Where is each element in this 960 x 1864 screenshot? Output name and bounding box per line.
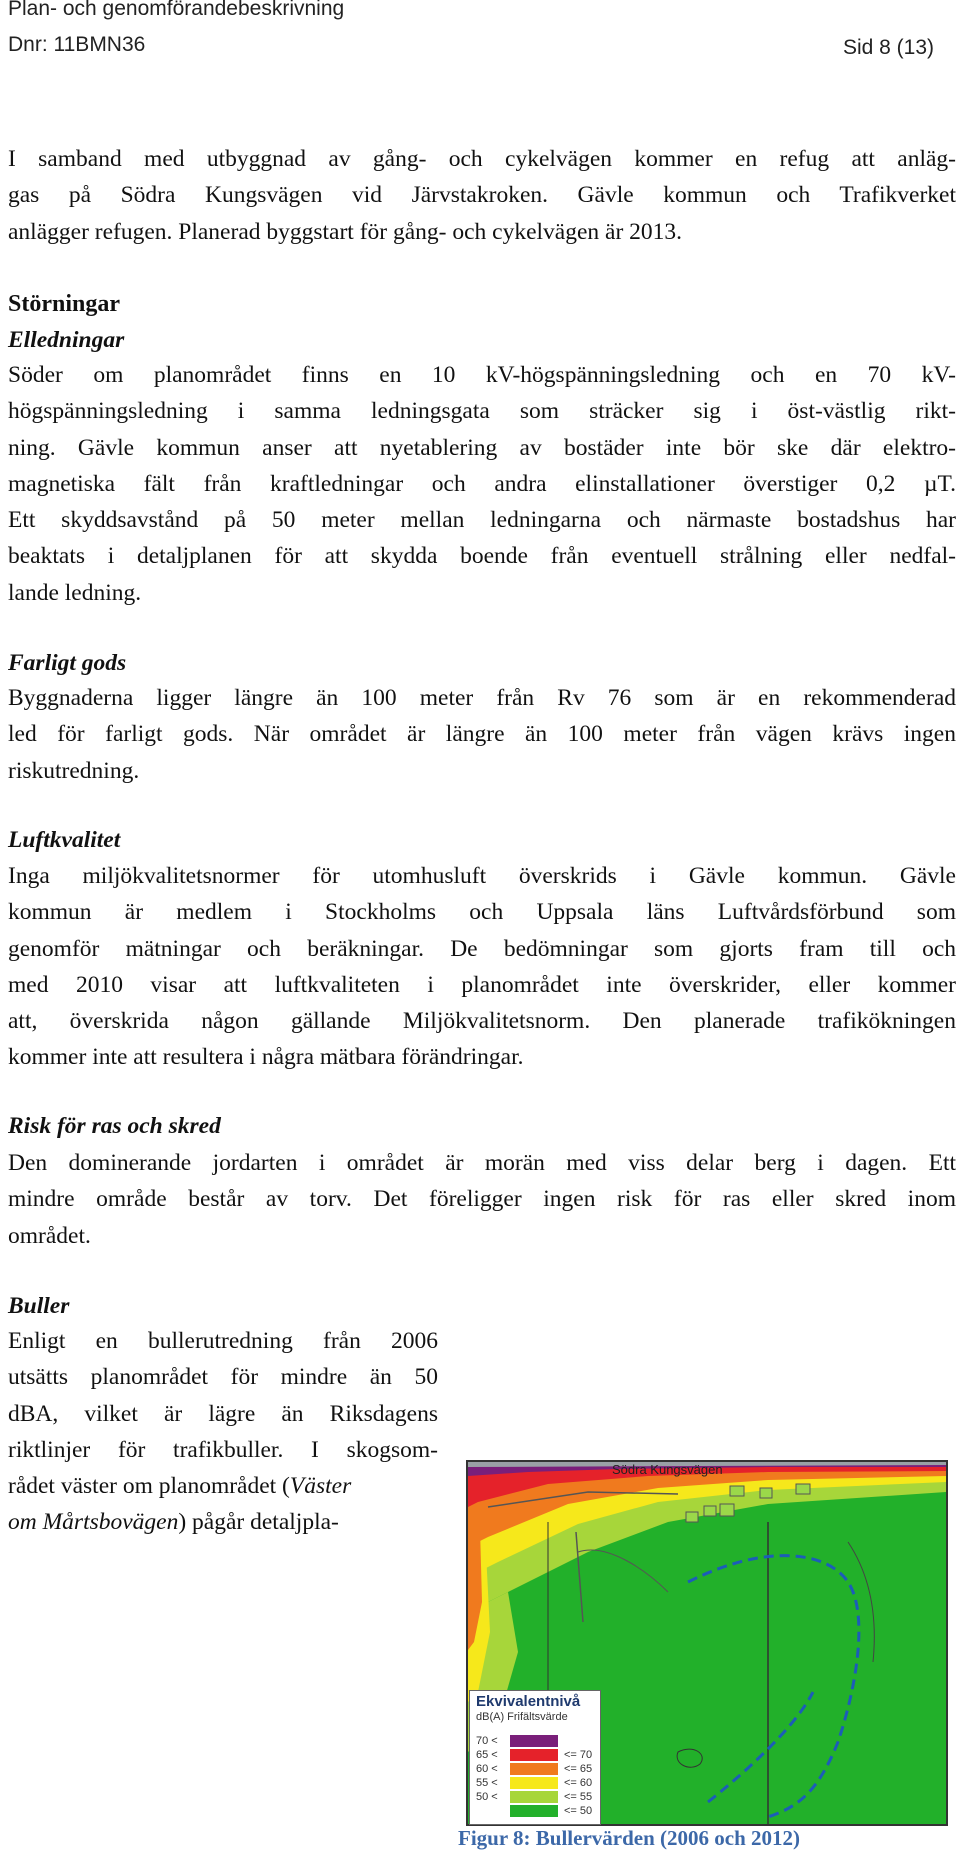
- legend-swatch: [510, 1749, 558, 1761]
- text-line: Söder om planområdet finns en 10 kV-högspänningsledning och en 70 kV-: [8, 362, 956, 388]
- text-line: kommer inte att resultera i några mätbara förändringar.: [8, 1044, 524, 1071]
- text-line: riskutredning.: [8, 757, 140, 784]
- ras-paragraph: [8, 1145, 956, 1254]
- text-line: dBA, vilket är lägre än Riksdagens: [8, 1400, 438, 1427]
- text-line: området.: [8, 1222, 91, 1249]
- legend-upper-bound: <= 65: [564, 1763, 593, 1775]
- subheading-ras-och-skred: Risk för ras och skred: [8, 1113, 221, 1139]
- farligt-gods-paragraph: [8, 680, 956, 789]
- text-line: led för farligt gods. När området är längre än 100 meter från vägen krävs ingen: [8, 721, 956, 748]
- legend-title: Ekvivalentnivå: [476, 1693, 581, 1710]
- legend-swatch: [510, 1805, 558, 1817]
- text-line: rådet väster om planområdet (Väster: [8, 1473, 352, 1500]
- page-number: Sid 8 (13): [842, 36, 934, 59]
- text-line: Enligt en bullerutredning från 2006: [8, 1328, 438, 1354]
- text-line: om Mårtsbovägen) pågår detaljpla-: [8, 1509, 339, 1536]
- intro-paragraph: [8, 141, 956, 250]
- text-line: lande ledning.: [8, 579, 142, 606]
- text-line: Inga miljökvalitetsnormer för utomhusluft överskrids i Gävle kommun. Gävle: [8, 863, 956, 889]
- buller-paragraph: [8, 1323, 438, 1541]
- subheading-elledningar: Elledningar: [8, 327, 125, 353]
- text-line: Ett skyddsavstånd på 50 meter mellan ledningarna och närmaste bostadshus har: [8, 507, 956, 534]
- section-heading-storningar: Störningar: [8, 291, 121, 317]
- figure-caption: Figur 8: Bullervärden (2006 och 2012): [458, 1826, 801, 1850]
- text-line: anlägger refugen. Planerad byggstart för gång- och cykelvägen är 2013.: [8, 218, 683, 245]
- text-line: högspänningsledning i samma ledningsgata som sträcker sig i öst-västlig rikt-: [8, 398, 956, 425]
- text-line: gas på Södra Kungsvägen vid Järvstakroken. Gävle kommun och Trafikverket: [8, 182, 956, 209]
- text-line: utsätts planområdet för mindre än 50: [8, 1364, 438, 1391]
- legend-row: [476, 1777, 596, 1790]
- text-line: med 2010 visar att luftkvaliteten i planområdet inte överskrider, eller kommer: [8, 971, 956, 998]
- legend-lower-bound: 50 <: [476, 1791, 498, 1803]
- text-line: beaktats i detaljplanen för att skydda boende från eventuell strålning eller nedfal-: [8, 543, 956, 570]
- subheading-farligt-gods: Farligt gods: [8, 650, 127, 676]
- legend-upper-bound: <= 70: [564, 1749, 593, 1761]
- text-line: genomför mätningar och beräkningar. De bedömningar som gjorts fram till och: [8, 935, 956, 962]
- text-line: ning. Gävle kommun anser att nyetablering av bostäder inte bör ske där elektro-: [8, 434, 956, 461]
- document-title: Plan- och genomförandebeskrivning: [8, 0, 345, 20]
- subheading-luftkvalitet: Luftkvalitet: [8, 827, 121, 853]
- legend-lower-bound: 70 <: [476, 1735, 498, 1747]
- legend-lower-bound: 65 <: [476, 1749, 498, 1761]
- legend-upper-bound: <= 50: [564, 1805, 593, 1817]
- map-legend: [469, 1690, 601, 1825]
- text-line: riktlinjer för trafikbuller. I skogsom-: [8, 1436, 438, 1463]
- legend-upper-bound: <= 55: [564, 1791, 593, 1803]
- text-line: magnetiska fält från kraftledningar och andra elinstallationer överstiger 0,2 µT.: [8, 470, 956, 497]
- map-road-label: Södra Kungsvägen: [612, 1462, 723, 1477]
- text-line: I samband med utbyggnad av gång- och cykelvägen kommer en refug att anläg-: [8, 146, 956, 172]
- legend-upper-bound: <= 60: [564, 1777, 593, 1789]
- legend-lower-bound: 60 <: [476, 1763, 498, 1775]
- document-number: Dnr: 11BMN36: [8, 33, 146, 56]
- legend-row: [476, 1791, 596, 1804]
- legend-swatch: [510, 1735, 558, 1747]
- luftkvalitet-paragraph: [8, 858, 956, 1076]
- text-line: att, överskrida någon gällande Miljökvalitetsnorm. Den planerade trafikökningen: [8, 1008, 956, 1035]
- legend-subtitle: dB(A) Frifältsvärde: [476, 1711, 568, 1723]
- elledningar-paragraph: [8, 357, 956, 611]
- text-line: Den dominerande jordarten i området är morän med viss delar berg i dagen. Ett: [8, 1150, 956, 1176]
- legend-row: [476, 1805, 596, 1818]
- legend-swatch: [510, 1763, 558, 1775]
- text-line: kommun är medlem i Stockholms och Uppsala läns Luftvårdsförbund som: [8, 899, 956, 926]
- legend-row: [476, 1735, 596, 1748]
- text-line: Byggnaderna ligger längre än 100 meter från Rv 76 som är en rekommenderad: [8, 685, 956, 711]
- text-line: mindre område består av torv. Det föreligger ingen risk för ras eller skred inom: [8, 1186, 956, 1213]
- legend-swatch: [510, 1791, 558, 1803]
- legend-swatch: [510, 1777, 558, 1789]
- legend-lower-bound: 55 <: [476, 1777, 498, 1789]
- legend-row: [476, 1749, 596, 1762]
- legend-row: [476, 1763, 596, 1776]
- subheading-buller: Buller: [8, 1293, 70, 1319]
